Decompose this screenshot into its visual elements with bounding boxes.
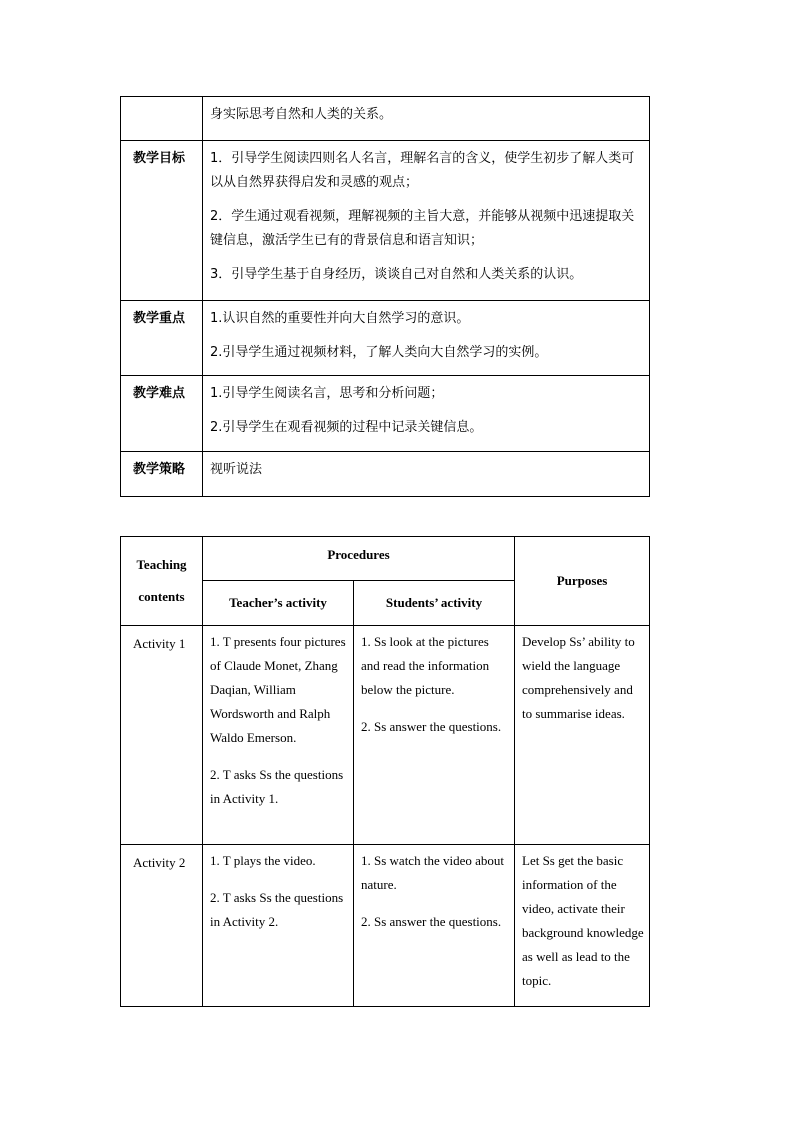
header-procedures-text: Procedures [327, 547, 390, 562]
purpose-cell [515, 626, 650, 845]
header-teaching-contents [121, 537, 203, 626]
plan-strategy-cell [203, 452, 650, 497]
activity-label-cell: Activity 1 [121, 626, 203, 845]
header-teacher-activity-text: Teacher’s activity [229, 595, 327, 610]
teacher-step: 1. T presents four pictures of Claude Monet, Zhang Daqian, William Wordsworth and Ralph Waldo Emerson. [210, 634, 346, 745]
students-step: 2. Ss answer the questions. [361, 914, 502, 929]
key-point-item: 1.认识自然的重要性并向大自然学习的意识。 [210, 311, 470, 326]
activity-row [121, 845, 650, 1007]
teacher-step: 1. T plays the video. [210, 853, 316, 868]
students-activity-cell [354, 626, 515, 845]
plan-row-key-points [121, 301, 650, 376]
students-step: 2. Ss answer the questions. [361, 719, 502, 734]
teacher-step: 2. T asks Ss the questions in Activity 2. [210, 890, 344, 929]
header-students-activity-text: Students’ activity [385, 595, 483, 610]
teacher-step: 2. T asks Ss the questions in Activity 1. [210, 767, 344, 806]
plan-row-difficulties [121, 376, 650, 452]
teacher-activity-cell [203, 845, 354, 1007]
plan-row-objectives [121, 141, 650, 301]
plan-row-strategy [121, 452, 650, 497]
purpose-text: Let Ss get the basic information of the video, activate their background knowledge as well as lead to the topic. [522, 853, 644, 988]
procedures-header-row-1 [121, 537, 650, 581]
lesson-plan-table [120, 96, 650, 497]
plan-label-key-points: 教学重点 [121, 301, 203, 376]
strategy-item: 视听说法 [210, 462, 263, 477]
objective-item: 2．学生通过观看视频，理解视频的主旨大意，并能够从视频中迅速提取关键信息，激活学生已有的背景信息和语言知识； [210, 209, 635, 248]
header-purposes [515, 537, 650, 626]
purpose-cell [515, 845, 650, 1007]
plan-empty-label-cell [121, 97, 203, 141]
plan-label-difficulties: 教学难点 [121, 376, 203, 452]
difficulty-item: 1.引导学生阅读名言，思考和分析问题； [210, 386, 444, 401]
purpose-text: Develop Ss’ ability to wield the language comprehensively and to summarise ideas. [522, 634, 635, 721]
plan-label-objectives: 教学目标 [121, 141, 203, 301]
key-point-item: 2.引导学生通过视频材料，了解人类向大自然学习的实例。 [210, 345, 548, 360]
difficulty-item: 2.引导学生在观看视频的过程中记录关键信息。 [210, 420, 483, 435]
plan-key-points-cell [203, 301, 650, 376]
header-students-activity [354, 581, 515, 626]
objective-item: 1．引导学生阅读四则名人名言，理解名言的含义，使学生初步了解人类可以从自然界获得启发和灵感的观点； [210, 151, 635, 190]
header-teacher-activity [203, 581, 354, 626]
procedures-table [120, 536, 650, 1007]
activity-row [121, 626, 650, 845]
header-teaching-contents-text: Teaching contents [136, 557, 187, 604]
plan-label-strategy: 教学策略 [121, 452, 203, 497]
teacher-activity-cell [203, 626, 354, 845]
objective-item: 3．引导学生基于自身经历，谈谈自己对自然和人类关系的认识。 [210, 267, 583, 282]
plan-objectives-cell [203, 141, 650, 301]
plan-continuation-text: 身实际思考自然和人类的关系。 [210, 107, 393, 122]
header-purposes-text: Purposes [556, 573, 608, 588]
plan-difficulties-cell [203, 376, 650, 452]
activity-label-cell: Activity 2 [121, 845, 203, 1007]
students-step: 1. Ss look at the pictures and read the information below the picture. [361, 634, 490, 697]
header-procedures [203, 537, 515, 581]
students-step: 1. Ss watch the video about nature. [361, 853, 504, 892]
students-activity-cell [354, 845, 515, 1007]
plan-row-continuation [121, 97, 650, 141]
plan-continuation-cell [203, 97, 650, 141]
